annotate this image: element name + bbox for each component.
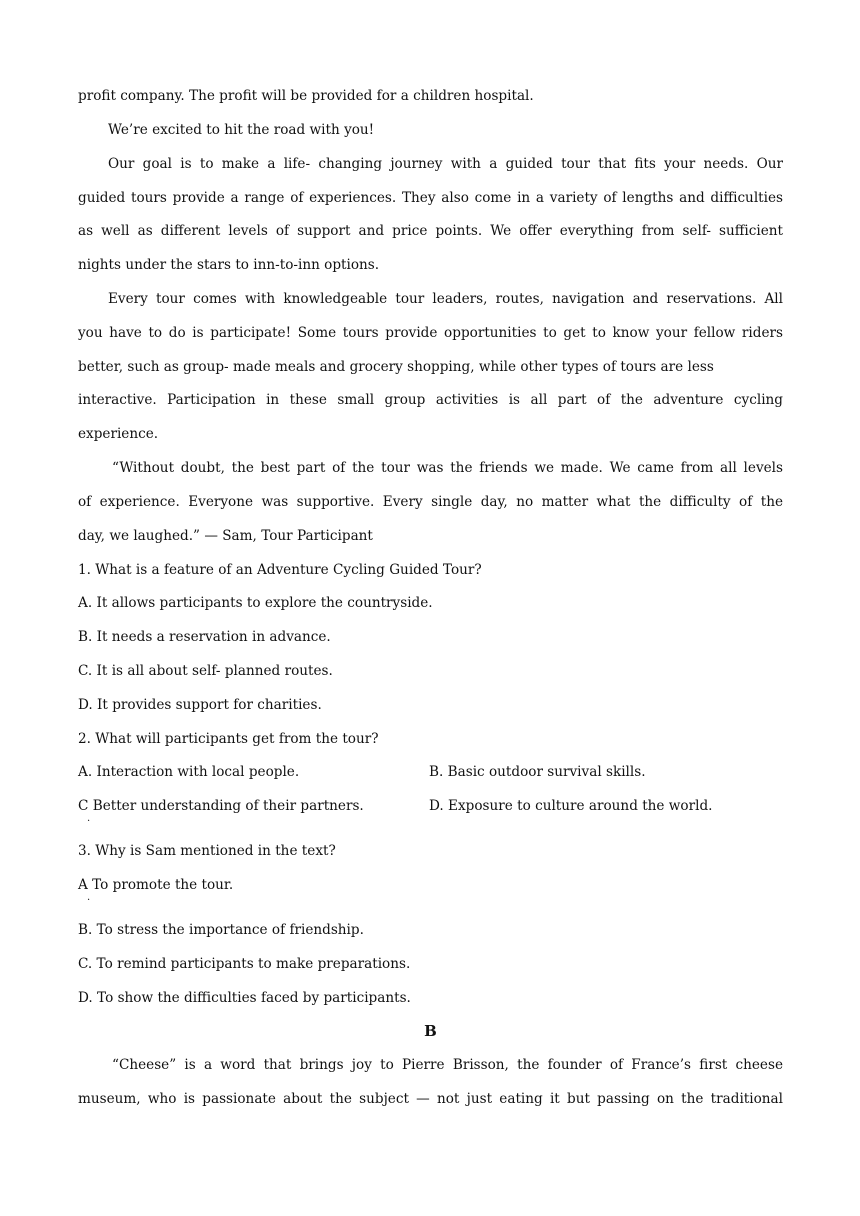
question-3-option-a: A To promote the tour. [78,877,234,893]
question-2-option-c: C Better understanding of their partners. [78,798,364,814]
passage-a-line: better, such as group- made meals and grocery shopping, while other types of tours are less [78,359,714,375]
question-3-option-c: C. To remind participants to make preparations. [78,956,411,972]
question-1-option-c: C. It is all about self- planned routes. [78,663,333,679]
stray-dot-mark: . [87,813,91,824]
passage-a-line: interactive. Participation in these small group activities is all part of the adventure cycling [78,392,783,408]
passage-a-line: day, we laughed.” — Sam, Tour Participant [78,528,373,544]
passage-a-line: nights under the stars to inn-to-inn options. [78,257,380,273]
passage-a-line: “Without doubt, the best part of the tour was the friends we made. We came from all levels [112,460,783,476]
stray-dot-mark: . [87,892,91,903]
passage-a-line: guided tours provide a range of experiences. They also come in a variety of lengths and difficulties [78,190,783,206]
question-2-row [78,762,783,782]
passage-a-line: profit company. The profit will be provided for a children hospital. [78,88,534,104]
question-2-option-a: A. Interaction with local people. [78,764,300,780]
section-b-heading: B [424,1022,437,1040]
question-1-option-b: B. It needs a reservation in advance. [78,629,331,645]
question-3-option-b: B. To stress the importance of friendship. [78,922,364,938]
passage-a-line: Our goal is to make a life- changing journey with a guided tour that fits your needs. Our [108,156,783,172]
passage-a-line: Every tour comes with knowledgeable tour leaders, routes, navigation and reservations. All [108,291,783,307]
question-3-stem: 3. Why is Sam mentioned in the text? [78,843,336,859]
passage-b-line: museum, who is passionate about the subject — not just eating it but passing on the traditional [78,1091,783,1107]
passage-a-line: experience. [78,426,159,442]
question-3-option-d: D. To show the difficulties faced by participants. [78,990,411,1006]
question-2-option-d: D. Exposure to culture around the world. [429,798,713,814]
question-2-stem: 2. What will participants get from the tour? [78,731,379,747]
passage-a-line: as well as different levels of support and price points. We offer everything from self- sufficient [78,223,783,239]
passage-a-line: We’re excited to hit the road with you! [108,122,375,138]
question-1-option-d: D. It provides support for charities. [78,697,322,713]
question-1-option-a: A. It allows participants to explore the countryside. [78,595,433,611]
question-2-row [78,796,783,816]
passage-b-line: “Cheese” is a word that brings joy to Pierre Brisson, the founder of France’s first cheese [112,1057,783,1073]
question-2-option-b: B. Basic outdoor survival skills. [429,764,646,780]
passage-a-line: of experience. Everyone was supportive. Every single day, no matter what the difficulty of the [78,494,783,510]
passage-a-line: you have to do is participate! Some tours provide opportunities to get to know your fellow riders [78,325,783,341]
question-1-stem: 1. What is a feature of an Adventure Cycling Guided Tour? [78,562,482,578]
